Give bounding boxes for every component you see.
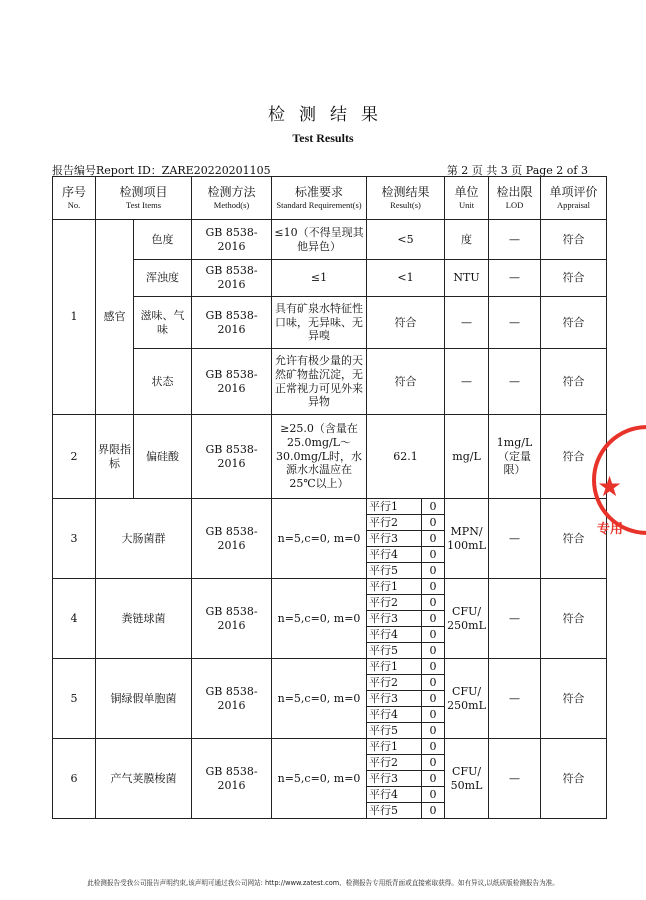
parallel-value: 0 bbox=[422, 563, 445, 579]
parallel-value: 0 bbox=[422, 611, 445, 627]
standard: n=5,c=0, m=0 bbox=[272, 659, 367, 739]
appraisal: 符合 bbox=[541, 415, 607, 499]
col-header-result: 检测结果 Result(s) bbox=[367, 177, 445, 220]
table-row bbox=[53, 739, 607, 755]
parallel-value: 0 bbox=[422, 515, 445, 531]
test-item: 色度 bbox=[134, 220, 192, 260]
parallel-value: 0 bbox=[422, 659, 445, 675]
parallel-value: 0 bbox=[422, 803, 445, 819]
parallel-value: 0 bbox=[422, 707, 445, 723]
result: <1 bbox=[367, 260, 445, 297]
lod: — bbox=[489, 499, 541, 579]
table-row bbox=[53, 415, 607, 499]
seal-text: 专用 bbox=[597, 522, 624, 537]
parallel-value: 0 bbox=[422, 547, 445, 563]
test-item: 粪链球菌 bbox=[96, 579, 192, 659]
unit: MPN/ 100mL bbox=[445, 499, 489, 579]
parallel-label: 平行4 bbox=[367, 547, 422, 563]
lod: — bbox=[489, 659, 541, 739]
test-item: 铜绿假单胞菌 bbox=[96, 659, 192, 739]
unit: — bbox=[445, 297, 489, 349]
parallel-label: 平行2 bbox=[367, 595, 422, 611]
row-number: 1 bbox=[53, 220, 96, 415]
parallel-label: 平行5 bbox=[367, 563, 422, 579]
lod: 1mg/L（定量限） bbox=[489, 415, 541, 499]
unit: mg/L bbox=[445, 415, 489, 499]
category-label: 感官 bbox=[96, 220, 134, 415]
unit: CFU/ 50mL bbox=[445, 739, 489, 819]
unit: 度 bbox=[445, 220, 489, 260]
appraisal: 符合 bbox=[541, 220, 607, 260]
col-header-appraisal: 单项评价 Appraisal bbox=[541, 177, 607, 220]
parallel-label: 平行4 bbox=[367, 787, 422, 803]
unit: CFU/ 250mL bbox=[445, 659, 489, 739]
category-label: 界限指标 bbox=[96, 415, 134, 499]
standard: 具有矿泉水特征性口味，无异味、无异嗅 bbox=[272, 297, 367, 349]
standard: n=5,c=0, m=0 bbox=[272, 499, 367, 579]
unit: NTU bbox=[445, 260, 489, 297]
appraisal: 符合 bbox=[541, 499, 607, 579]
lod: — bbox=[489, 220, 541, 260]
standard: ≤10（不得呈现其他异色） bbox=[272, 220, 367, 260]
standard: ≤1 bbox=[272, 260, 367, 297]
col-header-method: 检测方法 Method(s) bbox=[192, 177, 272, 220]
parallel-label: 平行1 bbox=[367, 659, 422, 675]
lod: — bbox=[489, 260, 541, 297]
table-row bbox=[53, 349, 607, 415]
method: GB 8538-2016 bbox=[192, 579, 272, 659]
results-table bbox=[52, 176, 607, 819]
page-number: 第 2 页 共 3 页 Page 2 of 3 bbox=[446, 164, 588, 177]
parallel-value: 0 bbox=[422, 531, 445, 547]
col-header-items: 检测项目 Test Items bbox=[96, 177, 192, 220]
standard: n=5,c=0, m=0 bbox=[272, 579, 367, 659]
parallel-label: 平行5 bbox=[367, 803, 422, 819]
table-row bbox=[53, 499, 607, 515]
col-header-unit: 单位 Unit bbox=[445, 177, 489, 220]
parallel-label: 平行2 bbox=[367, 515, 422, 531]
parallel-label: 平行1 bbox=[367, 739, 422, 755]
row-number: 4 bbox=[53, 579, 96, 659]
parallel-label: 平行4 bbox=[367, 707, 422, 723]
lod: — bbox=[489, 579, 541, 659]
test-item: 偏硅酸 bbox=[134, 415, 192, 499]
standard: n=5,c=0, m=0 bbox=[272, 739, 367, 819]
appraisal: 符合 bbox=[541, 260, 607, 297]
row-number: 2 bbox=[53, 415, 96, 499]
parallel-label: 平行1 bbox=[367, 499, 422, 515]
parallel-label: 平行3 bbox=[367, 691, 422, 707]
parallel-value: 0 bbox=[422, 755, 445, 771]
result: 62.1 bbox=[367, 415, 445, 499]
unit: — bbox=[445, 349, 489, 415]
table-row bbox=[53, 659, 607, 675]
parallel-value: 0 bbox=[422, 739, 445, 755]
row-number: 5 bbox=[53, 659, 96, 739]
result: 符合 bbox=[367, 297, 445, 349]
parallel-value: 0 bbox=[422, 595, 445, 611]
parallel-value: 0 bbox=[422, 627, 445, 643]
method: GB 8538-2016 bbox=[192, 297, 272, 349]
parallel-label: 平行3 bbox=[367, 611, 422, 627]
standard: ≥25.0（含量在25.0mg/L～30.0mg/L时，水源水水温应在25℃以上） bbox=[272, 415, 367, 499]
col-header-lod: 检出限 LOD bbox=[489, 177, 541, 220]
lod: — bbox=[489, 739, 541, 819]
result: <5 bbox=[367, 220, 445, 260]
table-row bbox=[53, 260, 607, 297]
table-row bbox=[53, 579, 607, 595]
appraisal: 符合 bbox=[541, 739, 607, 819]
method: GB 8538-2016 bbox=[192, 499, 272, 579]
page-subtitle: Test Results bbox=[292, 131, 354, 145]
method: GB 8538-2016 bbox=[192, 349, 272, 415]
appraisal: 符合 bbox=[541, 659, 607, 739]
method: GB 8538-2016 bbox=[192, 739, 272, 819]
parallel-label: 平行3 bbox=[367, 531, 422, 547]
method: GB 8538-2016 bbox=[192, 260, 272, 297]
parallel-value: 0 bbox=[422, 579, 445, 595]
col-header-standard: 标准要求 Standard Requirement(s) bbox=[272, 177, 367, 220]
parallel-label: 平行5 bbox=[367, 723, 422, 739]
parallel-label: 平行3 bbox=[367, 771, 422, 787]
parallel-label: 平行4 bbox=[367, 627, 422, 643]
appraisal: 符合 bbox=[541, 349, 607, 415]
table-row bbox=[53, 297, 607, 349]
col-header-no: 序号 No. bbox=[53, 177, 96, 220]
parallel-value: 0 bbox=[422, 723, 445, 739]
parallel-label: 平行2 bbox=[367, 755, 422, 771]
page-title: 检测结果 bbox=[268, 105, 392, 125]
report-id: 报告编号Report ID：ZARE20220201105 bbox=[52, 164, 271, 177]
parallel-label: 平行2 bbox=[367, 675, 422, 691]
test-item: 产气荚膜梭菌 bbox=[96, 739, 192, 819]
parallel-label: 平行1 bbox=[367, 579, 422, 595]
standard: 允许有极少量的天然矿物盐沉淀，无正常视力可见外来异物 bbox=[272, 349, 367, 415]
footer-disclaimer: 此检测报告受我公司报告声明约束,该声明可通过我公司网站: http://www.zatest.com、检测报告专用纸背面或直接索取获得。如有异议,以纸质版检测报告为准。 bbox=[87, 879, 559, 887]
seal-star-icon: ★ bbox=[597, 470, 623, 503]
unit: CFU/ 250mL bbox=[445, 579, 489, 659]
lod: — bbox=[489, 297, 541, 349]
appraisal: 符合 bbox=[541, 579, 607, 659]
method: GB 8538-2016 bbox=[192, 220, 272, 260]
table-row bbox=[53, 220, 607, 260]
table-header-row bbox=[53, 177, 607, 220]
parallel-label: 平行5 bbox=[367, 643, 422, 659]
test-item: 状态 bbox=[134, 349, 192, 415]
lod: — bbox=[489, 349, 541, 415]
test-item: 滋味、气味 bbox=[134, 297, 192, 349]
test-item: 大肠菌群 bbox=[96, 499, 192, 579]
row-number: 3 bbox=[53, 499, 96, 579]
parallel-value: 0 bbox=[422, 771, 445, 787]
method: GB 8538-2016 bbox=[192, 415, 272, 499]
parallel-value: 0 bbox=[422, 787, 445, 803]
appraisal: 符合 bbox=[541, 297, 607, 349]
parallel-value: 0 bbox=[422, 643, 445, 659]
test-item: 浑浊度 bbox=[134, 260, 192, 297]
row-number: 6 bbox=[53, 739, 96, 819]
parallel-value: 0 bbox=[422, 675, 445, 691]
result: 符合 bbox=[367, 349, 445, 415]
parallel-value: 0 bbox=[422, 691, 445, 707]
method: GB 8538-2016 bbox=[192, 659, 272, 739]
parallel-value: 0 bbox=[422, 499, 445, 515]
